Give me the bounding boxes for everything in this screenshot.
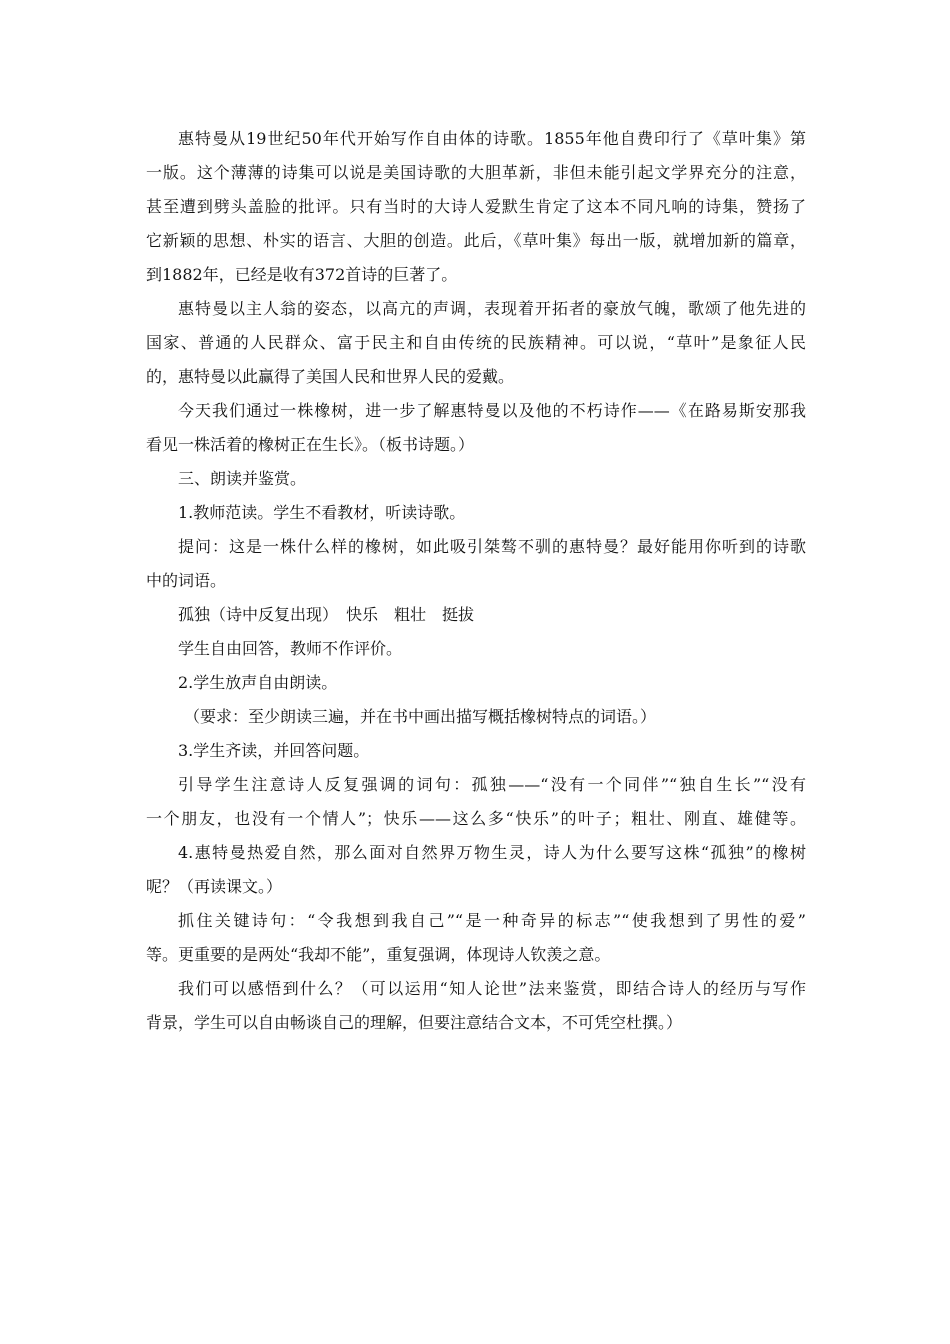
text-line: 4.惠特曼热爱自然，那么面对自然界万物生灵，诗人为什么要写这株“孤独”的橡树: [178, 843, 806, 862]
text-line: 到1882年，已经是收有372首诗的巨著了。: [146, 265, 458, 284]
paragraph-reflection: [146, 972, 806, 1040]
text-line: 等。更重要的是两处“我却不能”，重复强调，体现诗人钦羡之意。: [146, 945, 611, 964]
text-line: 它新颖的思想、朴实的语言、大胆的创造。此后，《草叶集》每出一版，就增加新的篇章，: [146, 231, 806, 250]
paragraph-guide-words: [146, 768, 806, 836]
text-line: 甚至遭到劈头盖脸的批评。只有当时的大诗人爱默生肯定了这本不同凡响的诗集，赞扬了: [146, 197, 806, 216]
paragraph-whitman-spirit: [146, 292, 806, 394]
step-1-teacher-reading: 1.教师范读。学生不看教材，听读诗歌。: [178, 503, 466, 522]
text-line: 中的词语。: [146, 571, 227, 590]
text-line: 提问：这是一株什么样的橡树，如此吸引桀骜不驯的惠特曼？最好能用你听到的诗歌: [178, 537, 806, 556]
text-line: 呢？（再读课文。）: [146, 877, 283, 896]
step-3-group-reading: 3.学生齐读，并回答问题。: [178, 741, 370, 760]
keywords-line: 孤独（诗中反复出现） 快乐 粗壮 挺拔: [178, 605, 475, 624]
requirement-line: （要求：至少朗读三遍，并在书中画出描写概括橡树特点的词语。）: [184, 707, 657, 726]
paragraph-key-verses: [146, 904, 806, 972]
text-line: 一版。这个薄薄的诗集可以说是美国诗歌的大胆革新，非但未能引起文学界充分的注意，: [146, 163, 806, 182]
paragraph-step-4: [146, 836, 806, 904]
step-2-free-reading: 2.学生放声自由朗读。: [178, 673, 338, 692]
student-answer-line: 学生自由回答，教师不作评价。: [178, 639, 403, 658]
text-line: 引导学生注意诗人反复强调的词句：孤独——“没有一个同伴”“独自生长”“没有: [178, 775, 806, 794]
paragraph-today-oak: [146, 394, 806, 462]
text-line: 抓住关键诗句：“令我想到我自己”“是一种奇异的标志”“使我想到了男性的爱”: [178, 911, 806, 930]
paragraph-question: [146, 530, 806, 598]
text-line: 看见一株活着的橡树正在生长》。（板书诗题。）: [146, 435, 475, 454]
text-line: 我们可以感悟到什么？（可以运用“知人论世”法来鉴赏，即结合诗人的经历与写作: [178, 979, 806, 998]
paragraph-whitman-intro: [146, 122, 806, 292]
text-line: 背景，学生可以自由畅谈自己的理解，但要注意结合文本，不可凭空杜撰。）: [146, 1013, 683, 1032]
text-line: 一个朋友，也没有一个情人”；快乐——这么多“快乐”的叶子；粗壮、刚直、雄健等。: [146, 809, 806, 828]
text-line: 国家、普通的人民群众、富于民主和自由传统的民族精神。可以说，“草叶”是象征人民: [146, 333, 806, 352]
text-line: 惠特曼从19世纪50年代开始写作自由体的诗歌。1855年他自费印行了《草叶集》第: [178, 129, 806, 148]
text-line: 今天我们通过一株橡树，进一步了解惠特曼以及他的不朽诗作——《在路易斯安那我: [178, 401, 806, 420]
document-body: [146, 122, 806, 1040]
text-line: 惠特曼以主人翁的姿态，以高亢的声调，表现着开拓者的豪放气魄，歌颂了他先进的: [178, 299, 806, 318]
section-heading-reading: 三、朗读并鉴赏。: [178, 469, 307, 488]
text-line: 的，惠特曼以此赢得了美国人民和世界人民的爱戴。: [146, 367, 515, 386]
